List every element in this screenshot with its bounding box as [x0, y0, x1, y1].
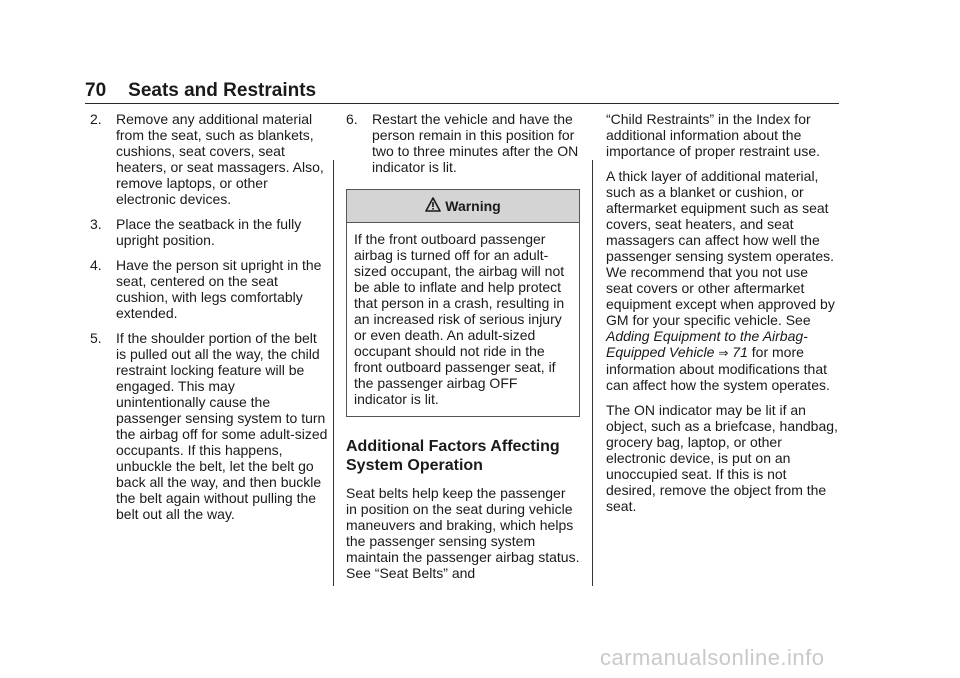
step-number: 3. — [90, 216, 102, 232]
paragraph-text: for more information about modifications that can affect how the system operates. — [606, 344, 830, 393]
page-reference-icon: ⇒ — [718, 346, 729, 360]
cross-reference-title[interactable]: Adding Equipment to the Airbag-Equipped Vehicle — [606, 328, 808, 360]
step-text: Restart the vehicle and have the person remain in this position for two to three minutes after the ON indicator is lit. — [372, 111, 579, 175]
paragraph: The ON indicator may be lit if an object, such as a briefcase, handbag, grocery bag, laptop, or other electronic device, is put on an unoccupied seat. If this is not desired, remove the object from the seat. — [606, 402, 838, 514]
step-text: Remove any additional material from the seat, such as blankets, cushions, seat covers, seat heaters, or seat massagers. Also, remove laptops, or other electronic devices. — [116, 111, 324, 207]
page-number: 70 — [85, 80, 107, 101]
warning-header — [347, 190, 579, 223]
step-text: Have the person sit upright in the seat, centered on the seat cushion, with legs comfortably extended. — [116, 257, 322, 321]
paragraph-text: A thick layer of additional material, such as a blanket or cushion, or aftermarket equipment such as seat covers, seat heaters, and seat massagers can affect how well the passenger sensing system operates. We recommend that you not use seat covers or other aftermarket equipment except when approved by GM for your specific vehicle. See — [606, 168, 835, 328]
step-text: If the shoulder portion of the belt is pulled out all the way, the child restraint locking feature will be engaged. This may unintentionally cause the passenger sensing system to turn the airbag off for some adult-sized occupants. If this happens, unbuckle the belt, let the belt go back all the way, and then buckle the belt again without pulling the belt out all the way. — [116, 330, 328, 522]
warning-body: If the front outboard passenger airbag is turned off for an adult-sized occupant, the airbag will not be able to inflate and help protect that person in a crash, resulting in an increased risk of serious injury or even death. An adult-sized occupant should not ride in the front outboard passenger seat, if the passenger airbag OFF indicator is lit. — [354, 231, 565, 407]
paragraph: “Child Restraints” in the Index for additional information about the importance of proper restraint use. — [606, 111, 820, 159]
section-title: Seats and Restraints — [128, 80, 317, 101]
watermark: carmanualsonline.info — [600, 645, 825, 670]
step-number: 5. — [90, 330, 102, 346]
step-text: Place the seatback in the fully upright position. — [116, 216, 302, 248]
warning-box — [346, 189, 580, 417]
list-item — [90, 111, 328, 207]
step-number: 4. — [90, 257, 102, 273]
column-middle — [346, 111, 580, 590]
cross-reference-page[interactable]: 71 — [732, 344, 748, 360]
column-left — [90, 111, 328, 531]
column-divider-right — [592, 160, 593, 586]
step-number: 6. — [346, 111, 358, 127]
page-header — [85, 80, 316, 102]
paragraph — [606, 168, 838, 393]
subsection-heading: Additional Factors Affecting System Operation — [346, 438, 560, 474]
list-item — [90, 257, 328, 321]
list-item — [90, 216, 328, 248]
list-item — [90, 330, 328, 522]
column-divider-left — [333, 160, 334, 586]
warning-triangle-icon — [425, 197, 441, 216]
list-item — [346, 111, 580, 175]
column-right — [606, 111, 838, 523]
paragraph: Seat belts help keep the passenger in position on the seat during vehicle maneuvers and braking, which helps the passenger sensing system maintain the passenger airbag status. See “Seat Belts” and — [346, 485, 580, 581]
warning-title: Warning — [445, 198, 501, 214]
step-number: 2. — [90, 111, 102, 127]
header-divider — [85, 103, 839, 104]
